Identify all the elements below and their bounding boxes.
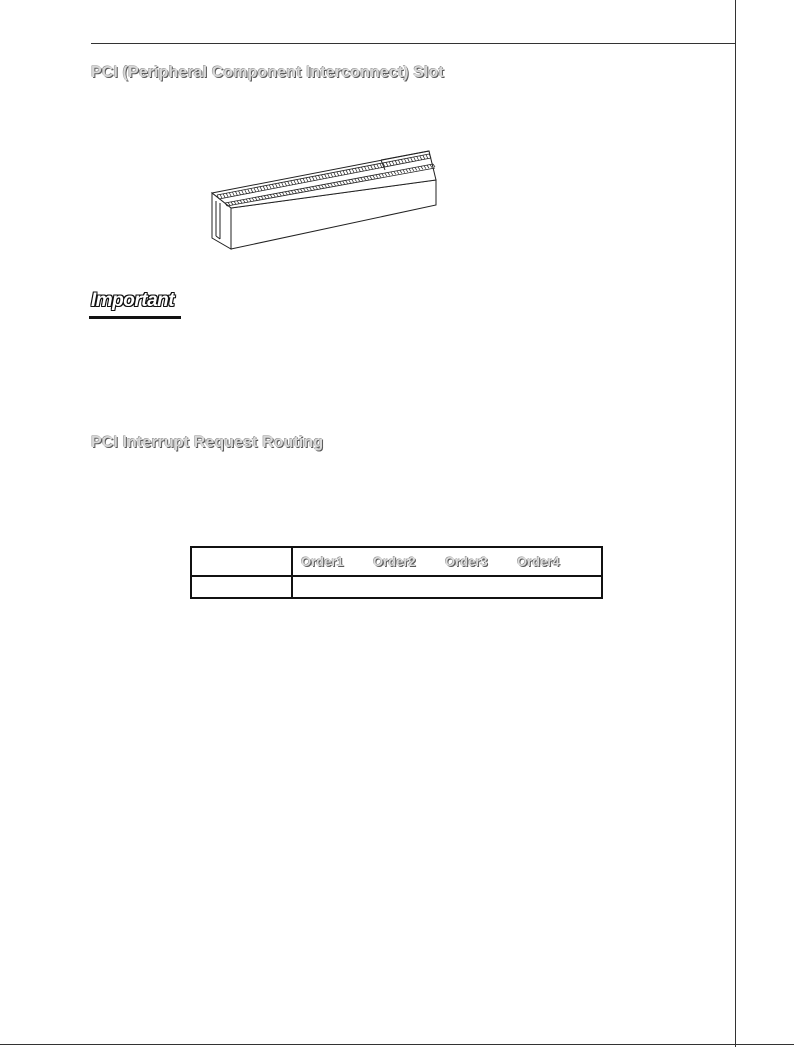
irq-routing-heading: PCI Interrupt Request Routing [91, 434, 324, 451]
table-header-cell: Order4 [517, 554, 560, 569]
table-column-divider [291, 548, 293, 597]
important-underline [89, 316, 181, 319]
table-header-cell: Order1 [301, 554, 344, 569]
page-frame-right [735, 0, 736, 1047]
table-header-cell: Order3 [445, 554, 488, 569]
table-header-cell: Order2 [373, 554, 416, 569]
pci-slot-heading: PCI (Peripheral Component Interconnect) Slot [91, 64, 444, 81]
page-frame-bottom [0, 1044, 794, 1045]
irq-routing-table [190, 546, 603, 599]
header-rule [91, 43, 735, 44]
pci-slot-icon [205, 135, 445, 253]
important-label: Important [91, 290, 175, 311]
